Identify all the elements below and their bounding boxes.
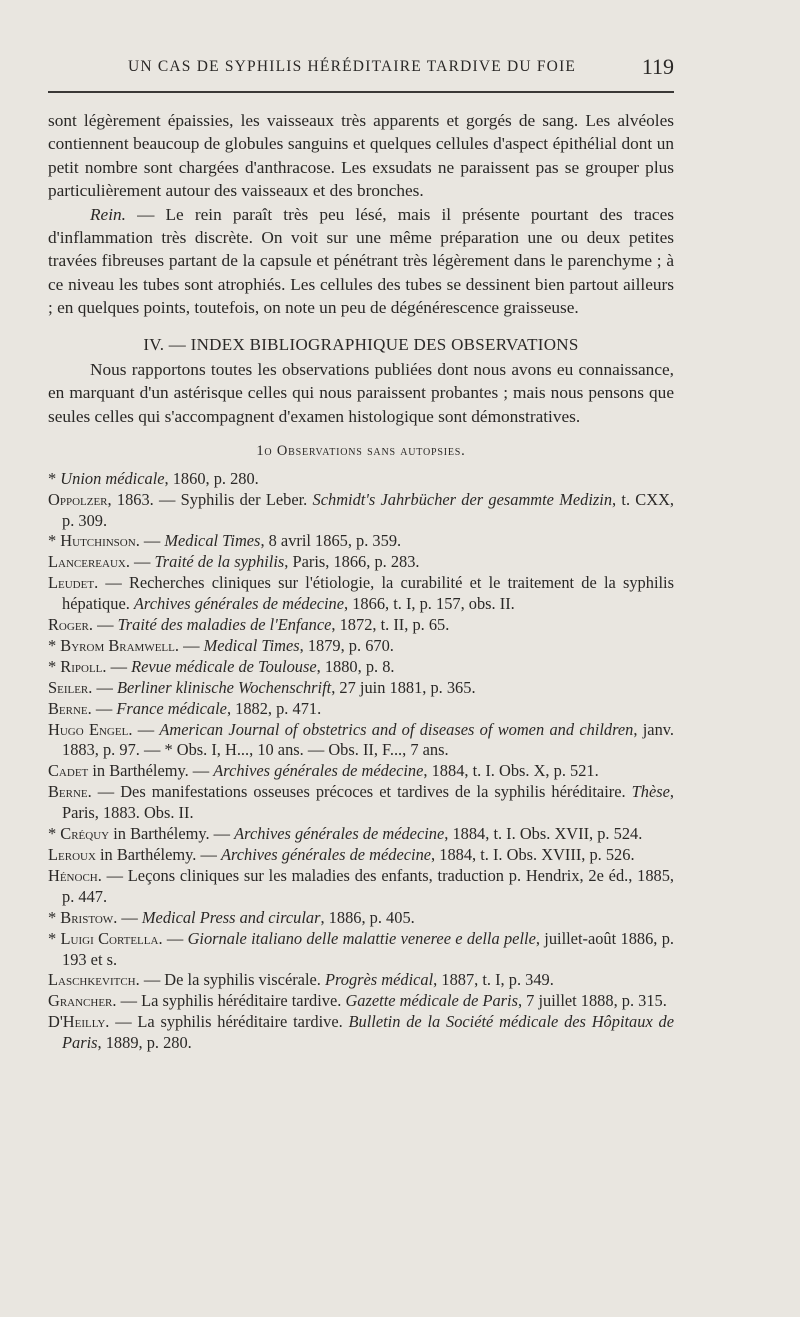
reference-author: Hugo Engel xyxy=(48,719,129,739)
reference-entry xyxy=(48,991,674,1012)
running-head xyxy=(48,54,674,80)
reference-text: . — xyxy=(88,677,117,697)
intro-paragraph: Nous rapportons toutes les observations publiées dont nous avons eu connaissance, en marquant d'un astérisque celles qui nous paraissent probantes ; mais nous pensons que seules celles qui s'accompagnent d'examen histologique sont démonstratives. xyxy=(48,360,674,426)
reference-details: , 1880, p. 8. xyxy=(316,656,395,676)
reference-details: , 1860, p. 280. xyxy=(164,468,259,488)
reference-entry xyxy=(48,929,674,971)
reference-details: , 1866, t. I, p. 157, obs. II. xyxy=(344,594,515,614)
reference-title: Archives générales de médecine xyxy=(220,845,432,864)
reference-title: Berliner klinische Wochenschrift xyxy=(116,677,332,697)
reference-text: , 1863. — Syphilis der Leber. xyxy=(107,489,313,509)
page-number: 119 xyxy=(641,54,674,79)
reference-entry xyxy=(48,720,674,762)
reference-title: American Journal of obstetrics and of diseases of women and children xyxy=(159,719,634,739)
reference-title: Archives générales de médecine xyxy=(133,594,345,614)
reference-details: , t. CXX, p. 309. xyxy=(62,489,675,530)
reference-text: . — La syphilis héréditaire tardive. xyxy=(105,1012,349,1032)
reference-details: , 1879, p. 670. xyxy=(299,635,394,655)
reference-details: , 1886, p. 405. xyxy=(320,907,415,927)
reference-text: . — xyxy=(128,719,160,739)
subsection-title: 1o Observations sans autopsies. xyxy=(256,443,466,460)
page-body xyxy=(48,109,674,1054)
reference-text: . — Des manifestations osseuses précoces et tardives de la syphilis héréditaire. xyxy=(87,782,632,802)
reference-author: * Byrom Bramwell xyxy=(48,635,175,655)
reference-text: . — xyxy=(125,552,155,572)
reference-details: , Paris, 1883. Obs. II. xyxy=(62,782,674,823)
reference-title: Revue médicale de Toulouse xyxy=(131,656,317,676)
reference-entry xyxy=(48,908,674,929)
reference-text: . — La syphilis héréditaire tardive. xyxy=(112,991,346,1011)
running-title: UN CAS DE SYPHILIS HÉRÉDITAIRE TARDIVE DU FOIE xyxy=(128,58,577,75)
reference-text: . — Recherches cliniques sur l'étiologie, la curabilité et le traitement de la syphilis hépatique. xyxy=(62,573,674,614)
reference-text: in Barthélemy. — xyxy=(109,824,235,844)
reference-text: in Barthélemy. — xyxy=(95,845,221,864)
reference-author: Oppolzer xyxy=(48,489,108,509)
paragraph-rein xyxy=(48,203,674,320)
rein-text: — Le rein paraît très peu lésé, mais il présente pourtant des traces d'inflammation très discrète. On voit sur une même préparation une ou deux petites travées fibreuses partant de la capsule et pénétrant très légèrement dans le parenchyme ; à ce niveau les tubes sont atrophiés. Les cellules des tubes se dessinent bien partout ailleurs ; en quelques points, toutefois, on note un peu de dégénérescence graisseuse. xyxy=(48,204,674,318)
reference-entry xyxy=(48,970,674,991)
section-title: IV. — INDEX BIBLIOGRAPHIQUE DES OBSERVATIONS xyxy=(143,334,579,354)
reference-entry xyxy=(48,657,674,678)
reference-author: Lancereaux xyxy=(48,552,126,572)
reference-details: , juillet-août 1886, p. 193 et s. xyxy=(62,928,674,969)
reference-author: Leroux xyxy=(48,845,96,864)
reference-details: , 1882, p. 471. xyxy=(226,698,322,718)
reference-details: , 1872, t. II, p. 65. xyxy=(331,615,450,635)
reference-text: . — xyxy=(135,531,165,551)
reference-author: Laschkevitch xyxy=(48,970,136,990)
reference-text: . — xyxy=(158,928,188,948)
reference-text: . — xyxy=(102,656,132,676)
reference-entry xyxy=(48,469,674,490)
reference-text: . — xyxy=(113,907,142,927)
reference-list xyxy=(48,469,674,1054)
reference-details: , janv. 1883, p. 97. — * Obs. I, H..., 10 ans. — Obs. II, F..., 7 ans. xyxy=(62,719,674,760)
reference-author: Berne xyxy=(48,698,88,718)
rein-label: Rein. xyxy=(90,204,126,224)
reference-title: Medical Times xyxy=(164,531,261,551)
reference-title: Giornale italiano delle malattie veneree e della pelle xyxy=(187,928,536,948)
reference-text: . — De la syphilis viscérale. xyxy=(135,970,325,990)
reference-details: , 1884, t. I. Obs. XVII, p. 524. xyxy=(444,824,643,844)
reference-title: Medical Press and circular xyxy=(141,907,321,927)
reference-author: Leudet xyxy=(48,573,95,593)
reference-entry xyxy=(48,531,674,552)
reference-entry xyxy=(48,636,674,657)
reference-entry xyxy=(48,1012,674,1054)
reference-title: Gazette médicale de Paris xyxy=(345,991,518,1011)
reference-entry xyxy=(48,615,674,636)
reference-title: Schmidt's Jahrbücher der gesammte Medizin xyxy=(312,489,613,509)
reference-details: , 8 avril 1865, p. 359. xyxy=(260,531,402,551)
reference-entry xyxy=(48,573,674,615)
reference-details: , 1884, t. I. Obs. XVIII, p. 526. xyxy=(431,845,635,864)
reference-text: . — xyxy=(174,635,204,655)
reference-details: , 1889, p. 280. xyxy=(97,1033,192,1053)
reference-details: , 1887, t. I, p. 349. xyxy=(433,970,554,990)
reference-author: Berne xyxy=(48,782,88,802)
paragraph-lungs: sont légèrement épaissies, les vaisseaux très apparents et gorgés de sang. Les alvéoles contiennent beaucoup de globules sanguins et quelques cellules d'aspect épithélial dont un petit nombre sont chargées d'anthracose. Les exsudats ne paraissent pas se grouper plus particulièrement autour des vaisseaux et des bronches. xyxy=(48,111,674,201)
reference-author: * Bristow xyxy=(48,907,114,927)
reference-text: . — Leçons cliniques sur les maladies des enfants, traduction p. Hendrix, 2e éd., 1885, p. 447. xyxy=(62,865,674,906)
reference-title: Union médicale xyxy=(60,468,165,488)
reference-author: Seiler xyxy=(48,677,89,697)
reference-entry xyxy=(48,761,674,782)
reference-entry xyxy=(48,678,674,699)
reference-author: * Ripoll xyxy=(48,656,103,676)
header-rule xyxy=(48,91,674,93)
reference-title: Bulletin de la Société médicale des Hôpitaux de Paris xyxy=(62,1012,674,1053)
reference-details: , 7 juillet 1888, p. 315. xyxy=(517,991,667,1011)
reference-entry xyxy=(48,782,674,824)
reference-title: Thèse xyxy=(631,782,670,802)
reference-author: Grancher xyxy=(48,991,113,1011)
reference-title: Archives générales de médecine xyxy=(234,824,445,844)
reference-text: . — xyxy=(88,615,118,635)
reference-author: * Créquy xyxy=(48,824,110,844)
reference-author: Roger xyxy=(48,615,89,635)
reference-title: Traité de la syphilis xyxy=(154,552,285,572)
reference-entry xyxy=(48,490,674,532)
reference-title: Progrès médical xyxy=(324,970,434,990)
reference-author: * Hutchinson xyxy=(48,531,136,551)
reference-author: D'Heilly xyxy=(48,1012,106,1032)
reference-author: * Luigi Cortella xyxy=(48,928,159,948)
reference-author: Hénoch xyxy=(48,865,98,885)
reference-entry xyxy=(48,699,674,720)
reference-title: France médicale xyxy=(116,698,227,718)
reference-author: * xyxy=(48,468,61,488)
reference-entry xyxy=(48,866,674,908)
reference-text: . — xyxy=(87,698,117,718)
reference-entry xyxy=(48,824,674,845)
reference-author: Cadet xyxy=(48,761,89,781)
reference-entry xyxy=(48,552,674,573)
reference-details: , Paris, 1866, p. 283. xyxy=(284,552,420,572)
reference-details: , 27 juin 1881, p. 365. xyxy=(331,677,476,697)
reference-details: , 1884, t. I. Obs. X, p. 521. xyxy=(423,761,599,781)
reference-title: Traité des maladies de l'Enfance xyxy=(117,615,332,635)
reference-title: Medical Times xyxy=(203,635,300,655)
reference-title: Archives générales de médecine xyxy=(213,761,424,781)
reference-entry xyxy=(48,845,674,866)
reference-text: in Barthélemy. — xyxy=(88,761,214,781)
